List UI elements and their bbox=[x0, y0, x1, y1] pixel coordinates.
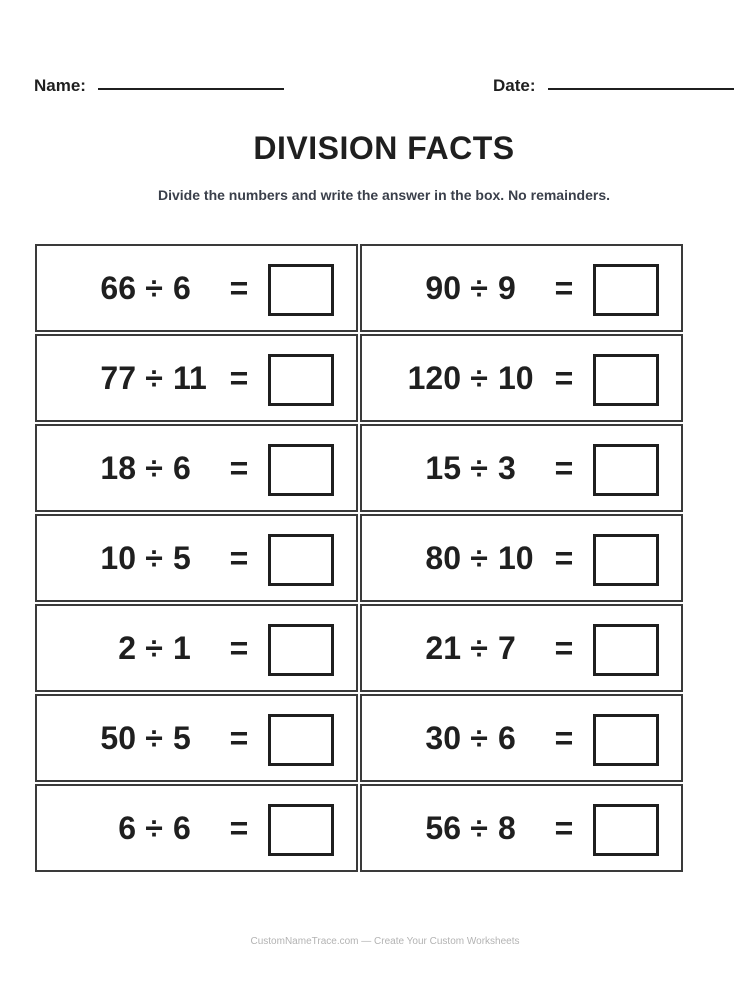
answer-box[interactable] bbox=[593, 354, 659, 406]
dividend: 66 bbox=[100, 270, 136, 306]
problem-cell bbox=[360, 514, 683, 602]
name-label: Name: bbox=[34, 76, 86, 95]
equals-sign: = bbox=[229, 720, 249, 756]
divisor: 8 bbox=[498, 810, 516, 846]
date-write-line[interactable] bbox=[548, 88, 734, 90]
dividend: 15 bbox=[425, 450, 461, 486]
dividend: 2 bbox=[118, 630, 136, 666]
division-sign: ÷ bbox=[145, 540, 163, 576]
problem-cell bbox=[35, 514, 358, 602]
divisor: 9 bbox=[498, 270, 516, 306]
answer-box[interactable] bbox=[593, 264, 659, 316]
name-field bbox=[34, 76, 284, 96]
dividend: 6 bbox=[118, 810, 136, 846]
divisor: 10 bbox=[498, 540, 534, 576]
division-sign: ÷ bbox=[470, 360, 488, 396]
dividend: 21 bbox=[425, 630, 461, 666]
problem-cell bbox=[35, 244, 358, 332]
equals-sign: = bbox=[554, 360, 574, 396]
answer-box[interactable] bbox=[593, 534, 659, 586]
divisor: 11 bbox=[173, 360, 207, 396]
equals-sign: = bbox=[229, 450, 249, 486]
problem-cell bbox=[35, 334, 358, 422]
problem-cell bbox=[35, 424, 358, 512]
problem-cell bbox=[35, 784, 358, 872]
divisor: 7 bbox=[498, 630, 516, 666]
dividend: 80 bbox=[425, 540, 461, 576]
divisor: 6 bbox=[173, 810, 191, 846]
answer-box[interactable] bbox=[593, 804, 659, 856]
answer-box[interactable] bbox=[268, 534, 334, 586]
division-sign: ÷ bbox=[145, 360, 163, 396]
problem-cell bbox=[360, 784, 683, 872]
division-sign: ÷ bbox=[470, 540, 488, 576]
divisor: 6 bbox=[498, 720, 516, 756]
dividend: 50 bbox=[100, 720, 136, 756]
division-sign: ÷ bbox=[145, 630, 163, 666]
dividend: 10 bbox=[100, 540, 136, 576]
problem-cell bbox=[360, 604, 683, 692]
dividend: 18 bbox=[100, 450, 136, 486]
equals-sign: = bbox=[554, 270, 574, 306]
equals-sign: = bbox=[229, 810, 249, 846]
division-sign: ÷ bbox=[470, 630, 488, 666]
problem-cell bbox=[360, 244, 683, 332]
instructions-text: Divide the numbers and write the answer in the box. No remainders. bbox=[158, 187, 610, 203]
division-sign: ÷ bbox=[470, 720, 488, 756]
answer-box[interactable] bbox=[268, 444, 334, 496]
answer-box[interactable] bbox=[268, 624, 334, 676]
dividend: 77 bbox=[100, 360, 136, 396]
equals-sign: = bbox=[554, 450, 574, 486]
equals-sign: = bbox=[554, 540, 574, 576]
division-sign: ÷ bbox=[145, 450, 163, 486]
problem-cell bbox=[35, 694, 358, 782]
equals-sign: = bbox=[229, 360, 249, 396]
answer-box[interactable] bbox=[593, 714, 659, 766]
equals-sign: = bbox=[554, 720, 574, 756]
problem-cell bbox=[35, 604, 358, 692]
answer-box[interactable] bbox=[593, 444, 659, 496]
worksheet-header bbox=[0, 76, 750, 100]
footer-credit: CustomNameTrace.com — Create Your Custom Worksheets bbox=[250, 936, 520, 947]
answer-box[interactable] bbox=[268, 804, 334, 856]
equals-sign: = bbox=[554, 630, 574, 666]
page-title: DIVISION FACTS bbox=[253, 130, 515, 166]
dividend: 30 bbox=[425, 720, 461, 756]
division-sign: ÷ bbox=[470, 270, 488, 306]
dividend: 120 bbox=[407, 360, 461, 396]
answer-box[interactable] bbox=[268, 354, 334, 406]
problem-cell bbox=[360, 334, 683, 422]
divisor: 3 bbox=[498, 450, 516, 486]
divisor: 10 bbox=[498, 360, 534, 396]
answer-box[interactable] bbox=[268, 264, 334, 316]
equals-sign: = bbox=[554, 810, 574, 846]
equals-sign: = bbox=[229, 540, 249, 576]
division-sign: ÷ bbox=[145, 810, 163, 846]
division-sign: ÷ bbox=[470, 450, 488, 486]
problem-cell bbox=[360, 424, 683, 512]
equals-sign: = bbox=[229, 270, 249, 306]
divisor: 5 bbox=[173, 720, 191, 756]
divisor: 6 bbox=[173, 450, 191, 486]
division-sign: ÷ bbox=[145, 720, 163, 756]
answer-box[interactable] bbox=[593, 624, 659, 676]
answer-box[interactable] bbox=[268, 714, 334, 766]
equals-sign: = bbox=[229, 630, 249, 666]
problem-cell bbox=[360, 694, 683, 782]
date-field bbox=[493, 76, 734, 96]
divisor: 6 bbox=[173, 270, 191, 306]
divisor: 5 bbox=[173, 540, 191, 576]
division-sign: ÷ bbox=[145, 270, 163, 306]
name-write-line[interactable] bbox=[98, 88, 284, 90]
division-sign: ÷ bbox=[470, 810, 488, 846]
divisor: 1 bbox=[173, 630, 191, 666]
dividend: 90 bbox=[425, 270, 461, 306]
date-label: Date: bbox=[493, 76, 536, 95]
dividend: 56 bbox=[425, 810, 461, 846]
